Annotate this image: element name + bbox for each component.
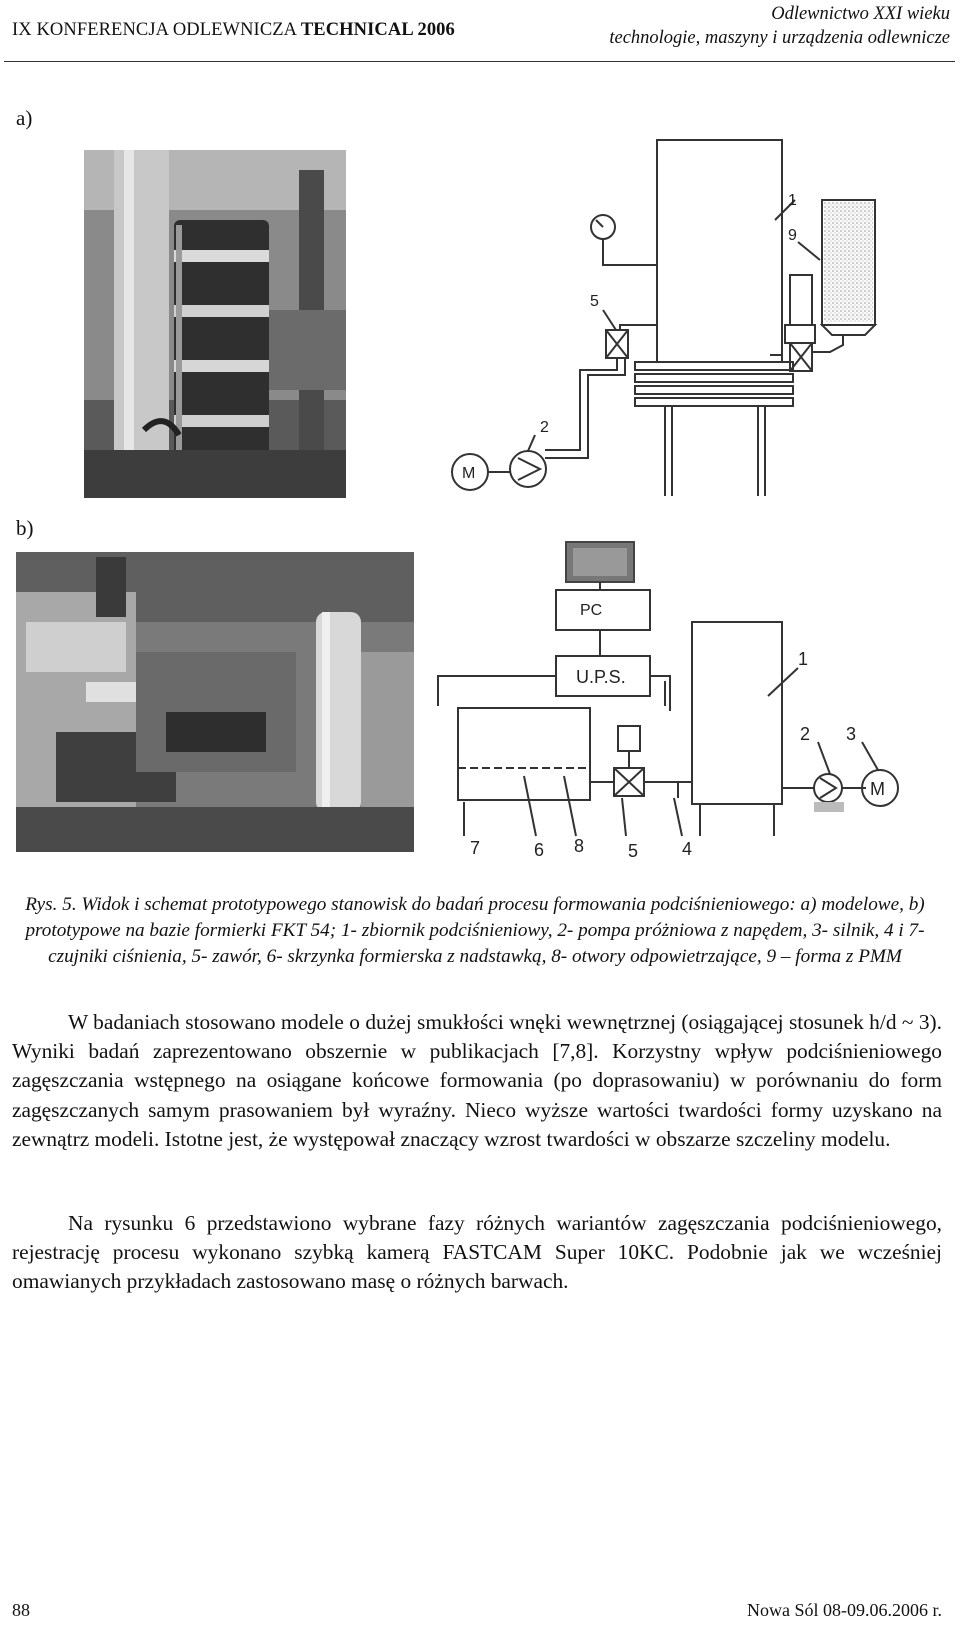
figure-label-a: a) — [16, 106, 33, 130]
schema-b-label-6: 6 — [534, 840, 545, 860]
schema-b-label-2: 2 — [800, 724, 811, 744]
journal-title: Odlewnictwo XXI wieku — [771, 4, 950, 24]
header-rule — [4, 61, 955, 62]
schema-b-diagram — [430, 536, 930, 861]
pc-box — [556, 590, 650, 630]
conference-name: TECHNICAL 2006 — [300, 20, 455, 40]
schema-a-label-1: 1 — [788, 192, 797, 209]
schema-b-label-1: 1 — [798, 649, 809, 669]
body-paragraph-2: Na rysunku 6 przedstawiono wybrane fazy różnych wariantów zagęszczania podciśnieniowego, rejestrację procesu wykonano szybką kamerą FASTCAM Super 10KC. Podobnie jak we wcześniej omawianych przykładach zastosowano masę o różnych barwach. — [12, 1211, 942, 1294]
schema-b-label-8: 8 — [574, 836, 585, 856]
journal-subtitle: technologie, maszyny i urządzenia odlewnicze — [609, 28, 950, 48]
schema-b-label-pc: PC — [580, 602, 603, 619]
schema-a-label-m: M — [462, 465, 476, 482]
page-number: 88 — [12, 1600, 30, 1620]
vacuum-tank — [657, 140, 782, 362]
figure-caption: Rys. 5. Widok i schemat prototypowego stanowisk do badań procesu formowania podciśnieniowego: a) modelowe, b) prototypowe na bazie formierki FKT 54; 1- zbiornik podciśnieniowy, 2- pompa próżniowa z napędem, 3- silnik, 4 i 7- czujniki ciśnienia, 5- zawór, 6- skrzynka formierska z nadstawką, 8- otwory odpowietrzające, 9 – forma z PMM — [25, 894, 925, 967]
flask-box — [458, 708, 590, 800]
schema-b-label-ups: U.P.S. — [576, 667, 626, 687]
photo-b-prototype-stand — [16, 552, 414, 852]
photo-b-image — [16, 552, 414, 852]
footer-place-date: Nowa Sól 08-09.06.2006 r. — [747, 1600, 942, 1620]
vacuum-tank-b — [692, 622, 782, 804]
schema-a-label-5: 5 — [590, 293, 599, 310]
running-header-right — [609, 2, 950, 50]
schema-b-label-5: 5 — [628, 841, 639, 861]
figure-label-b: b) — [16, 516, 34, 540]
schema-b-label-m: M — [870, 779, 885, 799]
schema-b-label-7: 7 — [470, 838, 481, 858]
schema-a-label-2: 2 — [540, 419, 549, 436]
schema-a-label-9: 9 — [788, 227, 797, 244]
photo-a-image — [84, 150, 346, 498]
body-paragraph-1: W badaniach stosowano modele o dużej smukłości wnęki wewnętrznej (osiągającej stosunek h/d ~ 3). Wyniki badań zaprezentowano obszernie w publikacjach [7,8]. Korzystny wpływ podciśnieniowego zagęszczania wstępnego na osiągane końcowe formowania (po doprasowaniu) w porównaniu do form zagęszczanych samym prasowaniem był wyraźny. Nieco wyższe wartości twardości formy uzyskano na zewnątrz modeli. Istotne jest, że występował znaczący wzrost twardości w obszarze szczeliny modelu. — [12, 1010, 942, 1151]
running-header-left: IX KONFERENCJA ODLEWNICZA TECHNICAL 2006 — [12, 20, 455, 40]
schema-a-diagram — [440, 130, 910, 505]
schema-b-label-4: 4 — [682, 839, 693, 859]
schema-b-label-3: 3 — [846, 724, 857, 744]
photo-a-model-stand — [84, 150, 346, 498]
